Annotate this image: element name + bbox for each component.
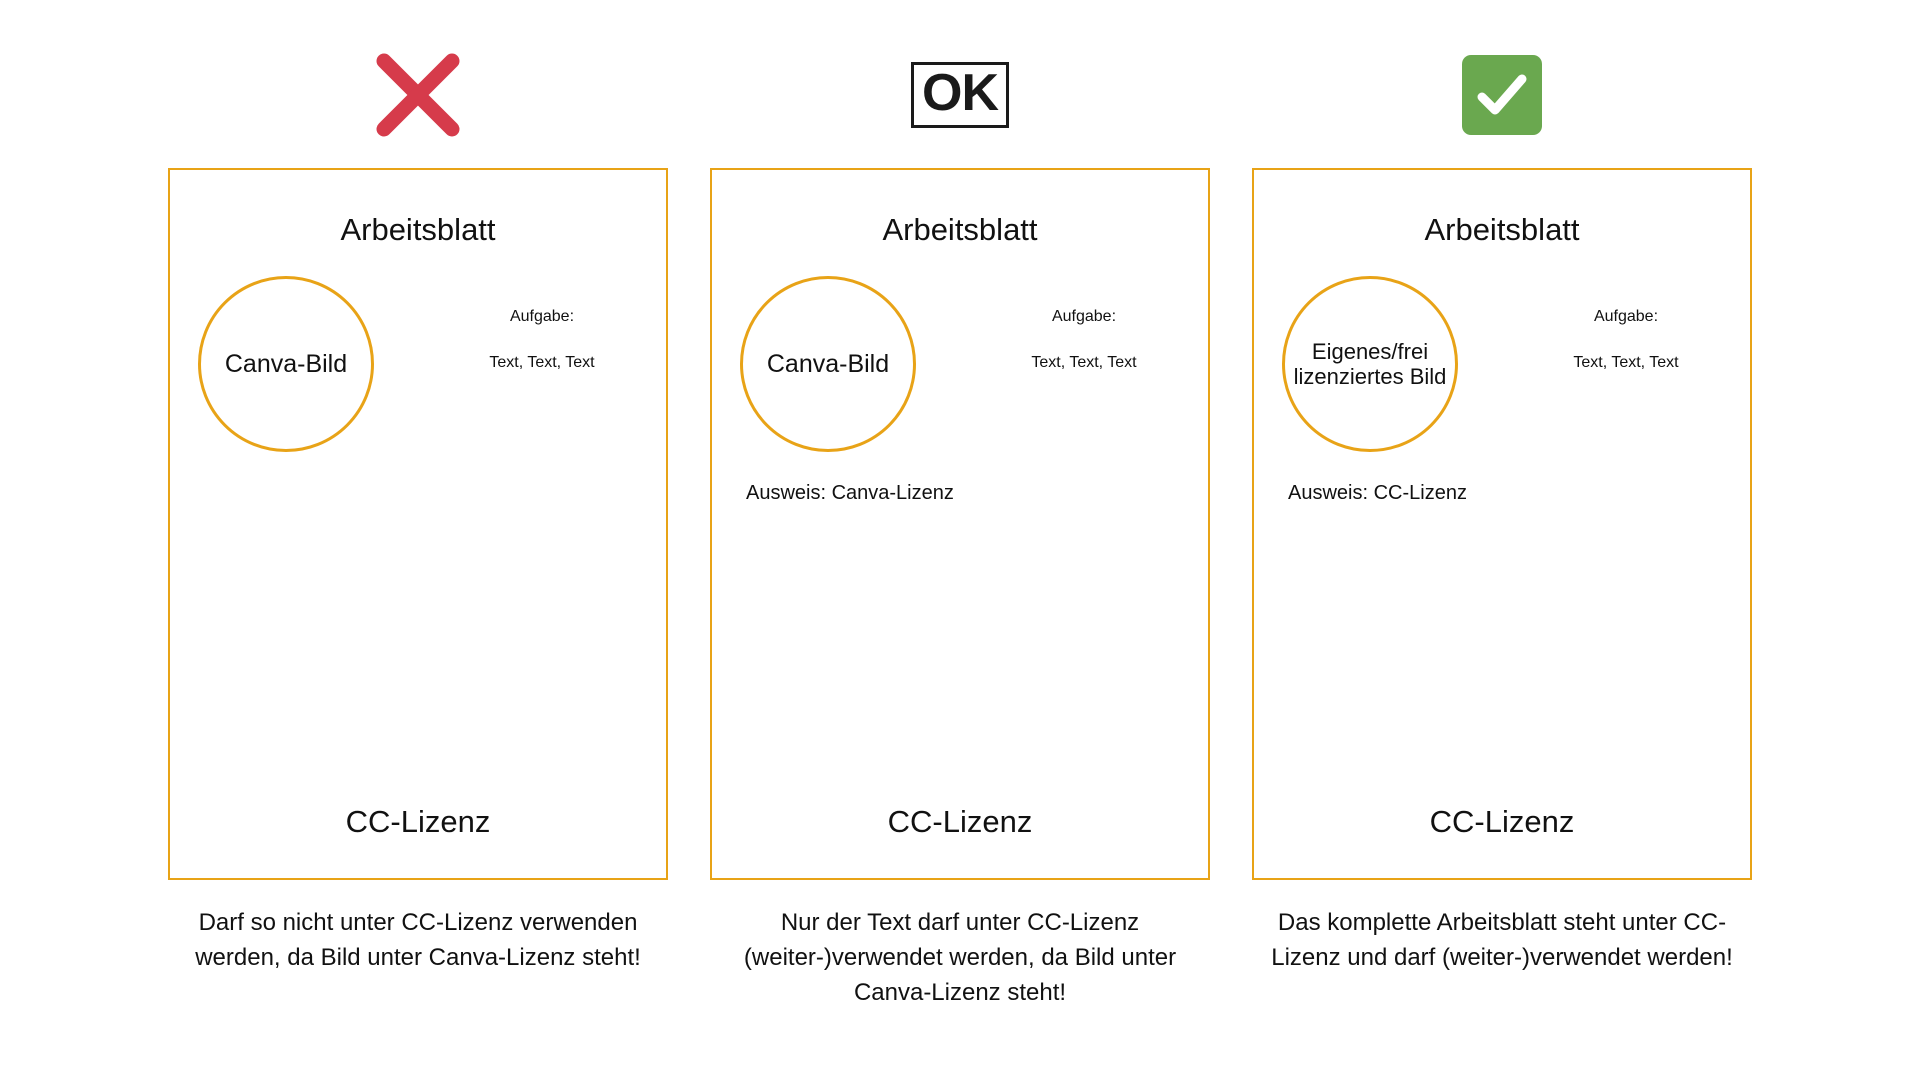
worksheet-title: Arbeitsblatt	[882, 212, 1038, 247]
task-label: Aufgabe:	[1593, 308, 1659, 325]
worksheet-license-footer: CC-Lizenz	[345, 804, 491, 839]
task-label: Aufgabe:	[509, 308, 575, 325]
image-placeholder-circle	[198, 276, 374, 452]
column-not-allowed	[168, 40, 668, 976]
column-caption: Das komplette Arbeitsblatt steht unter CC-Lizenz und darf (weiter-)verwendet werden!	[1271, 909, 1733, 971]
task-text: Text, Text, Text	[489, 354, 595, 371]
license-badge: Ausweis: Canva-Lizenz	[746, 482, 954, 504]
image-placeholder-label: Canva-Bild	[766, 349, 890, 378]
worksheet-license-footer: CC-Lizenz	[1429, 804, 1575, 839]
status-mark-ok	[911, 40, 1009, 150]
worksheet-body	[1254, 270, 1750, 504]
column-caption: Nur der Text darf unter CC-Lizenz (weiter-)verwendet werden, da Bild unter Canva-Lizenz steht!	[743, 909, 1177, 1006]
check-icon	[1462, 55, 1542, 135]
task-label: Aufgabe:	[1051, 308, 1117, 325]
column-partially-allowed	[710, 40, 1210, 1010]
task-text: Text, Text, Text	[1573, 354, 1679, 371]
worksheet-card	[1252, 168, 1752, 880]
task-block	[432, 308, 652, 372]
image-placeholder-circle	[1282, 276, 1458, 452]
worksheet-card	[710, 168, 1210, 880]
status-mark-cross	[370, 40, 466, 150]
license-badge: Ausweis: CC-Lizenz	[1288, 482, 1467, 504]
cross-icon	[370, 47, 466, 143]
image-placeholder-label: Canva-Bild	[224, 349, 348, 378]
worksheet-body	[712, 270, 1208, 504]
task-text: Text, Text, Text	[1031, 354, 1137, 371]
image-placeholder-circle	[740, 276, 916, 452]
ok-box-label: OK	[911, 62, 1009, 128]
image-placeholder-label: Eigenes/frei lizenziertes Bild	[1293, 338, 1447, 389]
task-block	[1516, 308, 1736, 372]
worksheet-card	[168, 168, 668, 880]
column-caption: Darf so nicht unter CC-Lizenz verwenden werden, da Bild unter Canva-Lizenz steht!	[195, 909, 641, 971]
worksheet-title: Arbeitsblatt	[340, 212, 496, 247]
status-mark-check	[1462, 40, 1542, 150]
worksheet-title: Arbeitsblatt	[1424, 212, 1580, 247]
worksheet-license-footer: CC-Lizenz	[887, 804, 1033, 839]
task-block	[974, 308, 1194, 372]
column-allowed	[1252, 40, 1752, 976]
worksheet-body	[170, 270, 666, 500]
